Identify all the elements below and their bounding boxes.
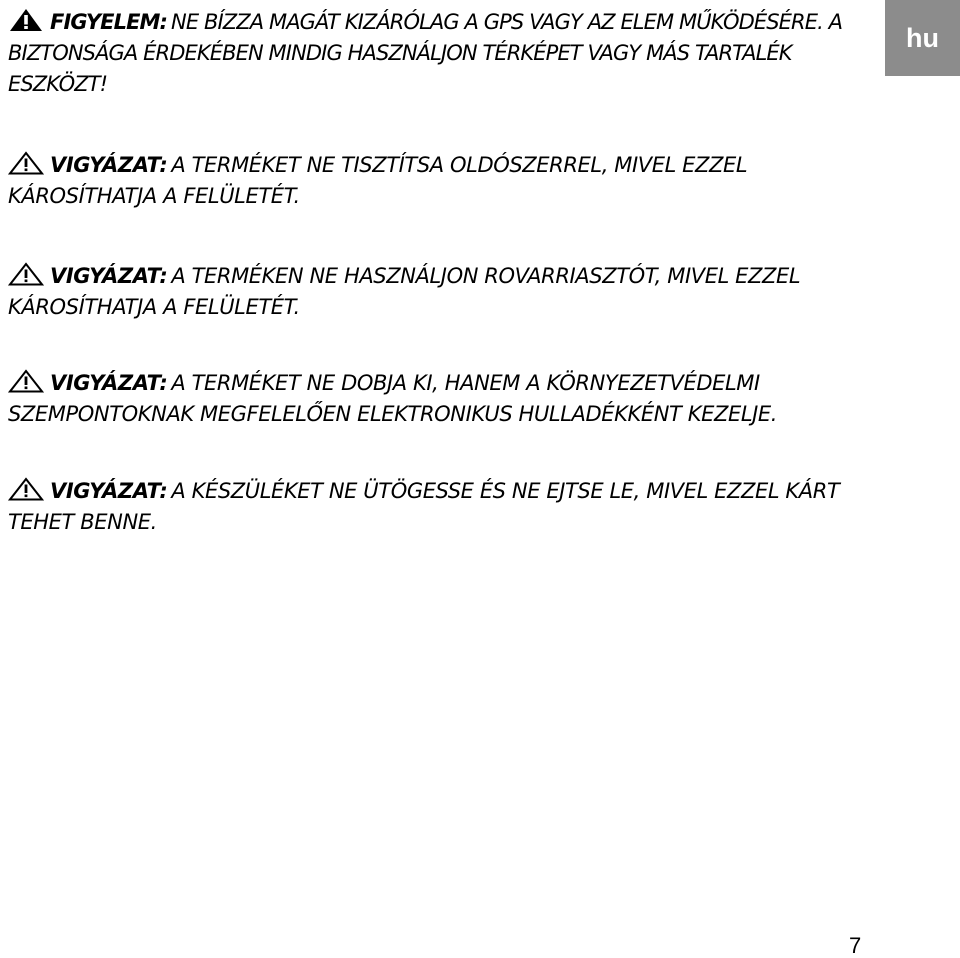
notice-lead: VIGYÁZAT: <box>50 264 168 288</box>
warning-outline-icon <box>8 262 44 286</box>
page-number: 7 <box>849 933 862 958</box>
notice-lead: VIGYÁZAT: <box>50 479 168 503</box>
notice-vigyazat-disposal <box>8 368 868 430</box>
notice-text: A KÉSZÜLÉKET NE ÜTÖGESSE ÉS NE EJTSE LE, MIVEL EZZEL KÁRT TEHET BENNE. <box>8 479 840 534</box>
language-badge <box>885 0 960 76</box>
notice-vigyazat-insect-repellent <box>8 261 868 323</box>
notice-text: NE BÍZZA MAGÁT KIZÁRÓLAG A GPS VAGY AZ ELEM MŰKÖDÉSÉRE. A BIZTONSÁGA ÉRDEKÉBEN MINDIG HASZNÁLJON TÉRKÉPET VAGY MÁS TARTALÉK ESZKÖZT! <box>8 10 843 96</box>
warning-outline-icon <box>8 477 44 501</box>
notice-lead: VIGYÁZAT: <box>50 371 168 395</box>
warning-filled-icon <box>8 8 44 32</box>
language-badge-label: hu <box>906 22 939 53</box>
notice-lead: VIGYÁZAT: <box>50 153 168 177</box>
notice-text: A TERMÉKET NE TISZTÍTSA OLDÓSZERREL, MIVEL EZZEL KÁROSÍTHATJA A FELÜLETÉT. <box>8 153 748 208</box>
notice-vigyazat-impact <box>8 476 868 538</box>
notice-text: A TERMÉKEN NE HASZNÁLJON ROVARRIASZTÓT, MIVEL EZZEL KÁROSÍTHATJA A FELÜLETÉT. <box>8 264 801 319</box>
notice-lead: FIGYELEM: <box>50 10 168 34</box>
notice-text: A TERMÉKET NE DOBJA KI, HANEM A KÖRNYEZETVÉDELMI SZEMPONTOKNAK MEGFELELŐEN ELEKTRONIKUS HULLADÉKKÉNT KEZELJE. <box>8 371 778 426</box>
warning-outline-icon <box>8 369 44 393</box>
warning-outline-icon <box>8 151 44 175</box>
notice-figyelem <box>8 7 876 100</box>
notice-vigyazat-cleaning <box>8 150 868 212</box>
